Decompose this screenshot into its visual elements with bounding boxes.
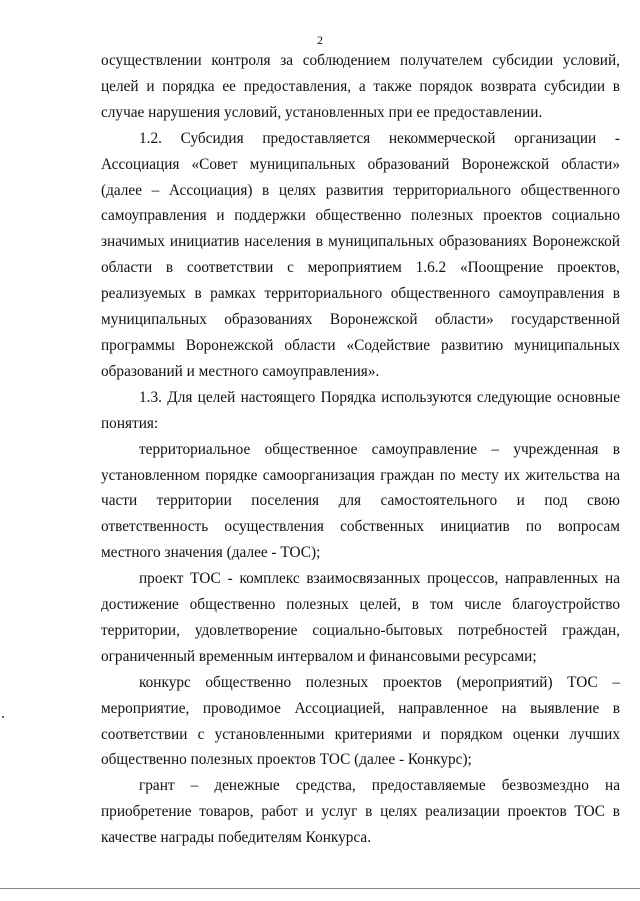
paragraph-contract-control: осуществлении контроля за соблюдением получателем субсидии условий, целей и порядка ее предоставления, а также порядок возврата субсидии в случае нарушения условий, установленных при ее предоставлении.	[101, 52, 620, 121]
page-number: 2	[317, 33, 323, 47]
definition-tos-project: проект ТОС - комплекс взаимосвязанных процессов, направленных на достижение общественно полезных целей, в том числе благоустройство территории, удовлетворение социально-бытовых потребностей граждан, ограниченный временным интервалом и финансовыми ресурсами;	[101, 570, 620, 665]
definition-grant: грант – денежные средства, предоставляемые безвозмездно на приобретение товаров, работ и услуг в целях реализации проектов ТОС в качестве награды победителям Конкурса.	[101, 777, 620, 847]
definition-tos: территориальное общественное самоуправление – учрежденная в установленном порядке самоорганизация граждан по месту их жительства на части территории поселения для самостоятельного и под свою ответственность осуществления собственных инициатив по вопросам местного значения (далее - ТОС);	[101, 440, 620, 562]
paragraph-1-2-subsidy: 1.2. Субсидия предоставляется некоммерческой организации - Ассоциация «Совет муниципальных образований Воронежской области» (далее – Ассоциация) в целях развития территориального общественного самоуправления и поддержки общественно полезных проектов социально значимых инициатив населения в муниципальных образованиях Воронежской области в соответствии с мероприятием 1.6.2 «Поощрение проектов, реализуемых в рамках территориального общественного самоуправления в муниципальных образованиях Воронежской области» государственной программы Воронежской области «Содействие развитию муниципальных образований и местного самоуправления».	[101, 129, 620, 380]
scan-bottom-edge	[0, 888, 640, 889]
scan-margin-mark	[2, 716, 4, 718]
definition-contest: конкурс общественно полезных проектов (мероприятий) ТОС – мероприятие, проводимое Ассоциацией, направленное на выявление в соответствии с установленными критериями и порядком оценки лучших общественно полезных проектов ТОС (далее - Конкурс);	[101, 673, 620, 769]
document-body	[101, 48, 620, 851]
paragraph-1-3-definitions: 1.3. Для целей настоящего Порядка используются следующие основные понятия:	[101, 388, 620, 432]
